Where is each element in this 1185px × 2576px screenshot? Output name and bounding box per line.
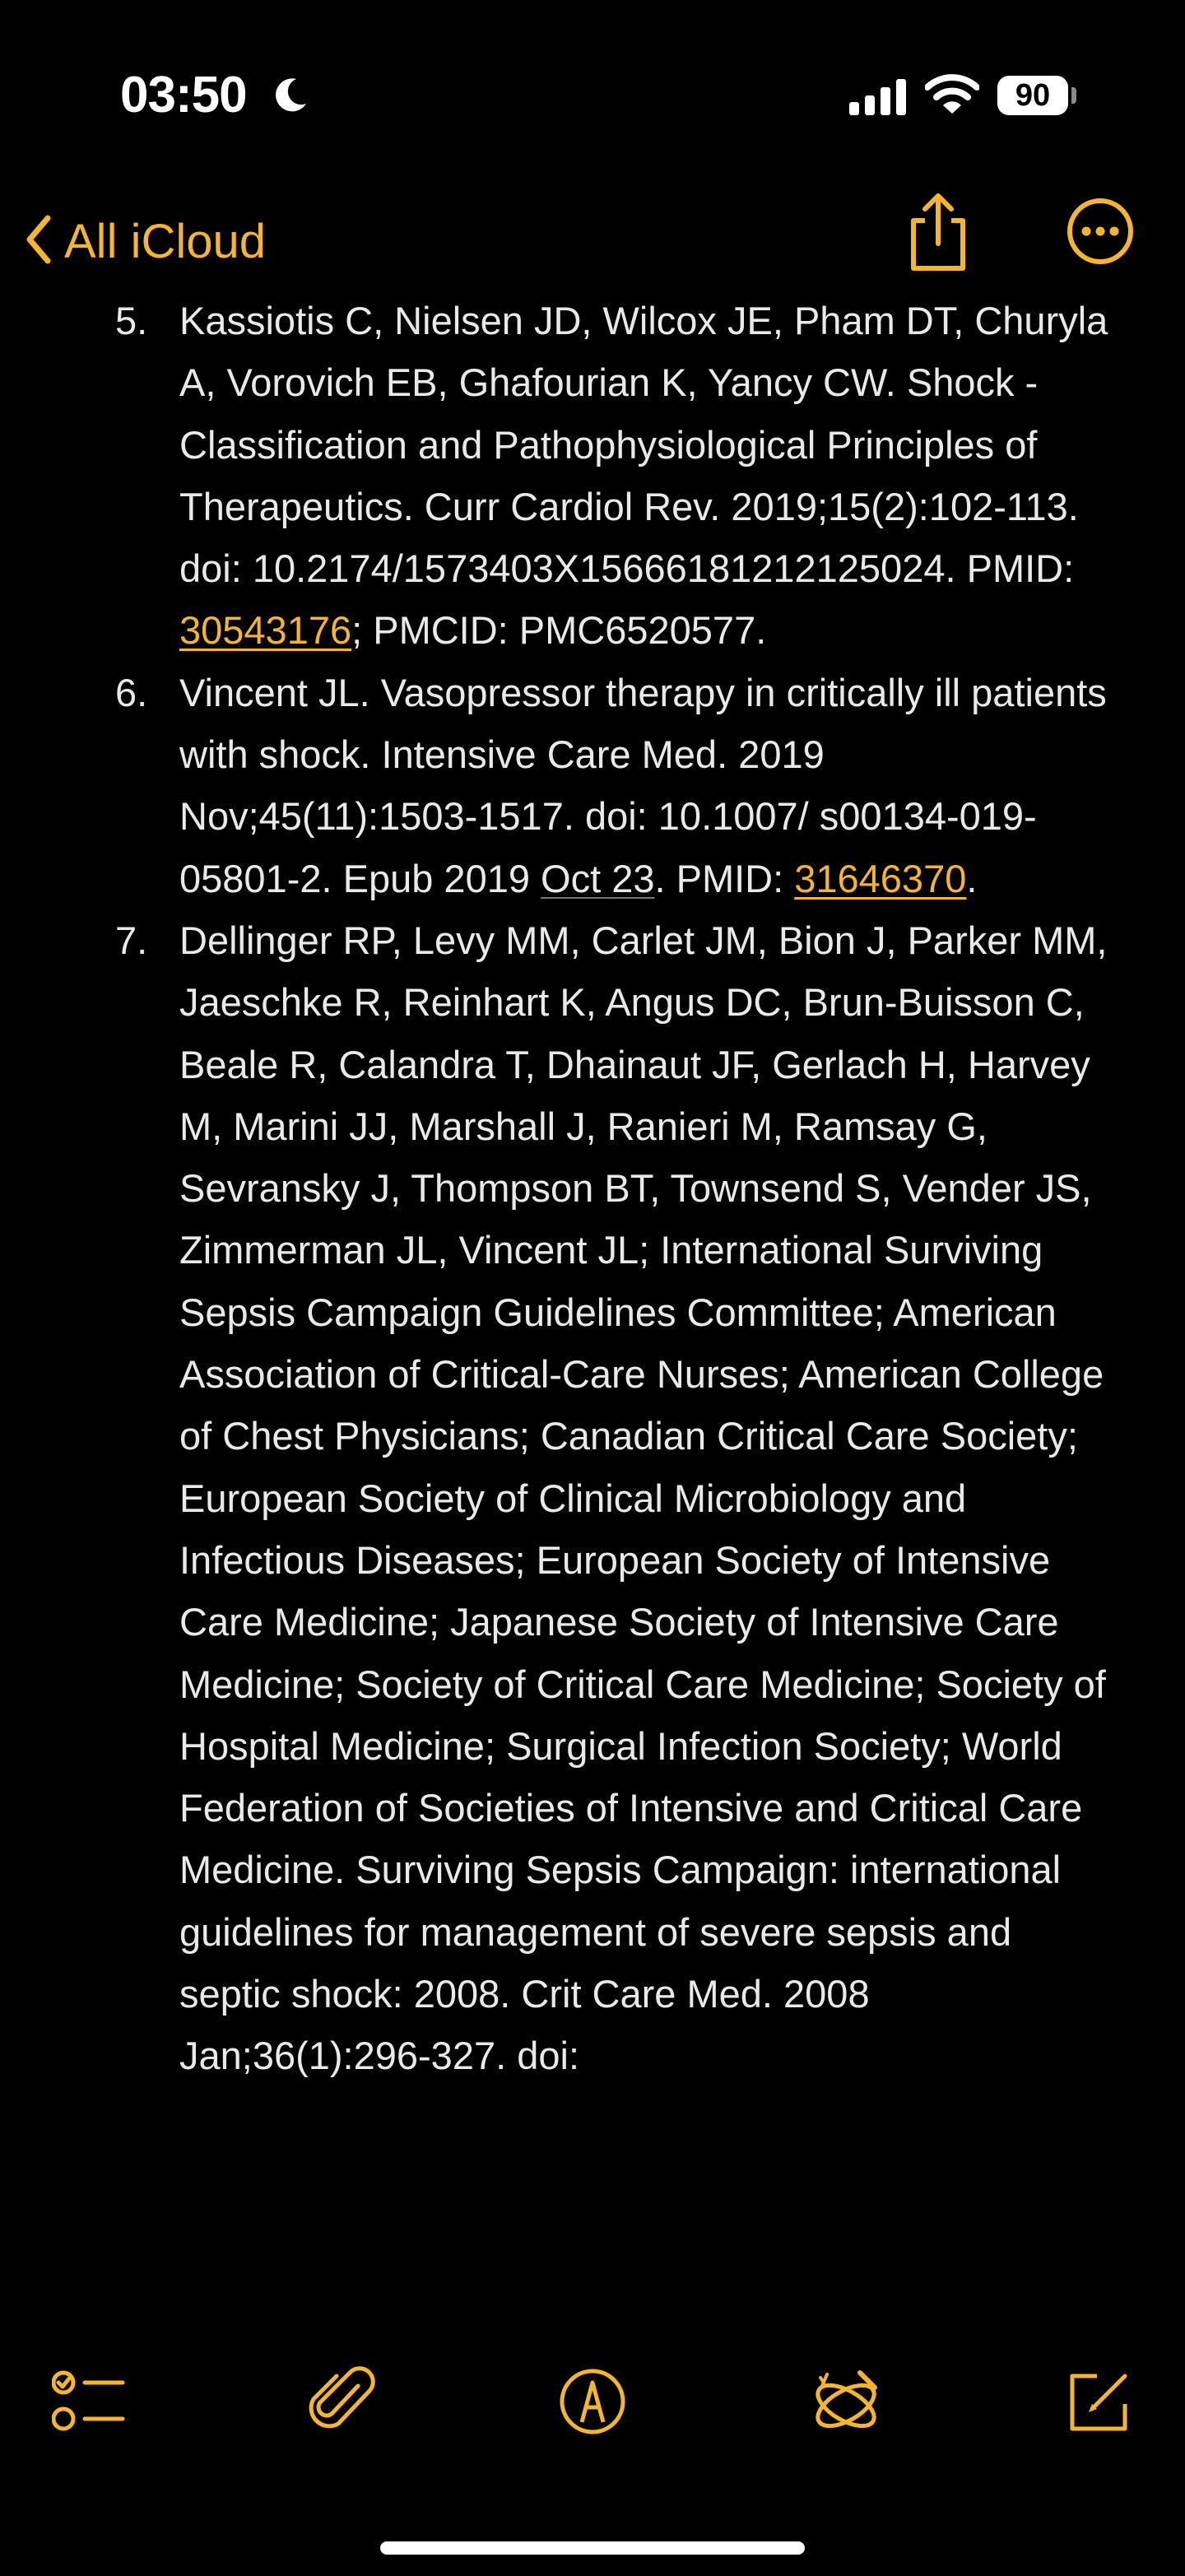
reference-citation-end: ; PMCID: PMC6520577. xyxy=(351,608,767,653)
pmid-link[interactable]: 30543176 xyxy=(179,608,352,653)
wifi-icon xyxy=(925,72,979,119)
moon-icon xyxy=(272,76,309,118)
markup-button[interactable] xyxy=(551,2362,634,2444)
reference-number: 5. xyxy=(115,299,148,342)
home-indicator[interactable] xyxy=(380,2541,805,2555)
share-icon xyxy=(905,263,971,277)
compose-icon xyxy=(1064,2366,1135,2441)
list-item xyxy=(0,290,1185,662)
reference-citation-mid: . PMID: xyxy=(654,856,795,900)
cellular-signal-icon xyxy=(849,79,908,119)
back-button[interactable] xyxy=(25,196,266,286)
navigation-bar xyxy=(0,189,1185,296)
reference-text: Dellinger RP, Levy MM, Carlet JM, Bion J, Parker MM, Jaeschke R, Reinhart K, Angus DC, Brun-Buisson C, Beale R, Calandra T, Dhainaut JF, Gerlach H, Harvey M, Marini JJ, Marshall J, Ranieri M, Ramsay G, Sevransky J, Thompson BT, Townsend S, Vender JS, Zimmerman JL, Vincent JL; International Surviving Sepsis Campaign Guidelines Committee; American Association of Critical-Care Nurses; American College of Chest Physicians; Canadian Critical Care Society; European Society of Clinical Microbiology and Infectious Diseases; European Society of Intensive Care Medicine; Japanese Society of Intensive Care Medicine; Society of Critical Care Medicine; Society of Hospital Medicine; Surgical Infection Society; World Federation of Societies of Intensive and Critical Care Medicine. Surviving Sepsis Campaign: international guidelines for management of severe sepsis and septic shock: 2008. Crit Care Med. 2008 Jan;36(1):296-327. doi: xyxy=(179,918,1108,2078)
markup-pen-icon xyxy=(559,2368,626,2439)
battery-icon: 90 xyxy=(997,76,1068,115)
writing-tools-button[interactable] xyxy=(805,2362,887,2444)
back-label: All iCloud xyxy=(64,214,266,268)
reference-number: 6. xyxy=(115,670,148,714)
checklist-icon xyxy=(52,2368,126,2439)
compose-button[interactable] xyxy=(1058,2362,1141,2444)
status-bar xyxy=(0,0,1185,189)
reference-citation: Vincent JL. Vasopressor therapy in critically ill patients with shock. Intensive Care Med. 2019 Nov;45(11):1503-1517. doi: 10.1007/ s00134-019-05801-2. Epub 2019 xyxy=(179,670,1107,900)
more-icon xyxy=(1066,254,1134,268)
list-item xyxy=(0,662,1185,909)
date-link[interactable]: Oct 23 xyxy=(541,856,655,900)
list-item xyxy=(0,909,1185,2087)
reference-citation: Kassiotis C, Nielsen JD, Wilcox JE, Pham DT, Churyla A, Vorovich EB, Ghafourian K, Yancy CW. Shock - Classification and Pathophysiological Principles of Therapeutics. Curr Cardiol Rev. 2019;15(2):102-113. doi: 10.2174/1573403X15666181212125024. PMID: xyxy=(179,299,1108,591)
more-button[interactable] xyxy=(1066,198,1134,265)
reference-citation-end: . xyxy=(966,856,978,900)
note-body[interactable] xyxy=(0,290,1185,2331)
reference-text xyxy=(179,662,1111,909)
status-time: 03:50 xyxy=(120,67,247,123)
reference-list xyxy=(0,290,1185,2087)
pmid-link[interactable]: 31646370 xyxy=(794,856,967,900)
paperclip-icon xyxy=(307,2366,378,2441)
reference-number: 7. xyxy=(115,918,148,962)
attachment-button[interactable] xyxy=(301,2362,383,2444)
share-button[interactable] xyxy=(905,191,971,273)
battery-cap xyxy=(1071,87,1076,104)
checklist-button[interactable] xyxy=(48,2362,130,2444)
reference-text xyxy=(179,290,1111,662)
bottom-toolbar xyxy=(0,2362,1185,2461)
chevron-left-icon xyxy=(25,213,53,270)
writing-tools-icon xyxy=(809,2364,883,2443)
